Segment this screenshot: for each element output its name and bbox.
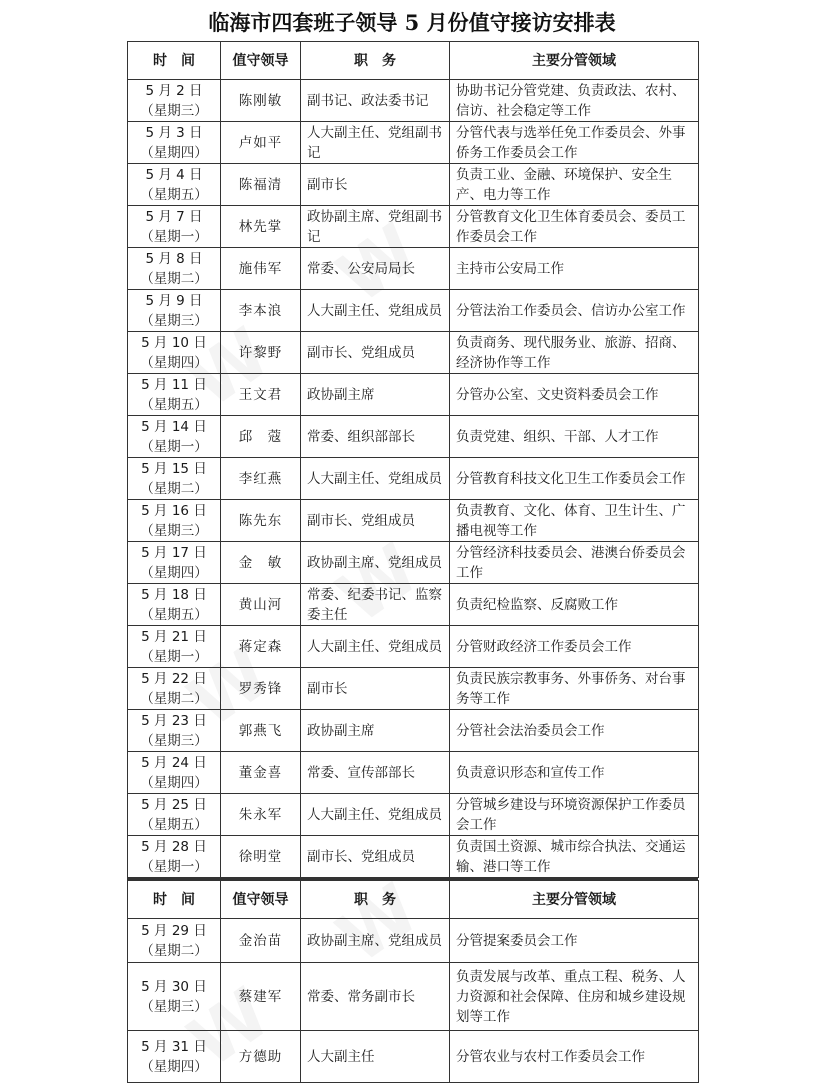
leader-name: 蔡建军: [221, 963, 301, 1031]
area-cell: 分管经济科技委员会、港澳台侨委员会工作: [450, 542, 699, 584]
area-cell: 分管法治工作委员会、信访办公室工作: [450, 290, 699, 332]
leader-name: 金治苗: [221, 919, 301, 963]
leader-name: 蒋定森: [221, 626, 301, 668]
position-cell: 人大副主任、党组副书记: [301, 122, 450, 164]
weekday-text: （星期一）: [140, 648, 208, 665]
table-row: [128, 710, 699, 752]
table-row: [128, 794, 699, 836]
position-cell: 常委、纪委书记、监察委主任: [301, 584, 450, 626]
weekday-text: （星期二）: [140, 690, 208, 707]
leader-name: 罗秀锋: [221, 668, 301, 710]
area-cell: 负责国土资源、城市综合执法、交通运输、港口等工作: [450, 836, 699, 878]
header-position: 职 务: [301, 881, 450, 919]
leader-name: 李本浪: [221, 290, 301, 332]
area-cell: 负责民族宗教事务、外事侨务、对台事务等工作: [450, 668, 699, 710]
position-cell: 人大副主任: [301, 1031, 450, 1083]
weekday-text: （星期二）: [140, 942, 208, 959]
table-row: [128, 1031, 699, 1083]
date-text: 5 月 4 日: [145, 166, 203, 183]
leader-name: 董金喜: [221, 752, 301, 794]
date-cell: [128, 164, 221, 206]
date-cell: [128, 919, 221, 963]
area-cell: 负责意识形态和宣传工作: [450, 752, 699, 794]
table-row: [128, 164, 699, 206]
date-cell: [128, 500, 221, 542]
position-cell: 副市长、党组成员: [301, 500, 450, 542]
table-row: [128, 290, 699, 332]
weekday-text: （星期三）: [140, 998, 208, 1015]
weekday-text: （星期一）: [140, 858, 208, 875]
position-cell: 副市长、党组成员: [301, 836, 450, 878]
area-cell: 分管财政经济工作委员会工作: [450, 626, 699, 668]
date-cell: [128, 206, 221, 248]
leader-name: 施伟军: [221, 248, 301, 290]
date-text: 5 月 21 日: [141, 628, 207, 645]
table-row: [128, 248, 699, 290]
weekday-text: （星期三）: [140, 522, 208, 539]
schedule-table: [127, 41, 699, 878]
leader-name: 方德助: [221, 1031, 301, 1083]
date-text: 5 月 11 日: [141, 376, 207, 393]
area-cell: 分管农业与农村工作委员会工作: [450, 1031, 699, 1083]
date-cell: [128, 584, 221, 626]
weekday-text: （星期四）: [140, 1058, 208, 1075]
table-row: [128, 122, 699, 164]
weekday-text: （星期一）: [140, 228, 208, 245]
position-cell: 政协副主席、党组成员: [301, 542, 450, 584]
weekday-text: （星期二）: [140, 480, 208, 497]
table-row: [128, 416, 699, 458]
table-body: [128, 919, 699, 1083]
area-cell: 分管办公室、文史资料委员会工作: [450, 374, 699, 416]
header-leader: 值守领导: [221, 881, 301, 919]
date-cell: [128, 80, 221, 122]
area-cell: 负责工业、金融、环境保护、安全生产、电力等工作: [450, 164, 699, 206]
position-cell: 政协副主席、党组成员: [301, 919, 450, 963]
weekday-text: （星期三）: [140, 732, 208, 749]
leader-name: 郭燕飞: [221, 710, 301, 752]
header-area: 主要分管领域: [450, 881, 699, 919]
table-row: [128, 500, 699, 542]
table-row: [128, 584, 699, 626]
date-text: 5 月 2 日: [145, 82, 203, 99]
date-cell: [128, 626, 221, 668]
table-row: [128, 332, 699, 374]
date-cell: [128, 416, 221, 458]
table-row: [128, 626, 699, 668]
date-text: 5 月 3 日: [145, 124, 203, 141]
table-row: [128, 80, 699, 122]
position-cell: 政协副主席、党组副书记: [301, 206, 450, 248]
leader-name: 李红燕: [221, 458, 301, 500]
date-cell: [128, 836, 221, 878]
leader-name: 陈刚敏: [221, 80, 301, 122]
date-cell: [128, 374, 221, 416]
leader-name: 徐明堂: [221, 836, 301, 878]
date-text: 5 月 10 日: [141, 334, 207, 351]
leader-name: 陈先东: [221, 500, 301, 542]
leader-name: 邱 蔻: [221, 416, 301, 458]
area-cell: 分管社会法治委员会工作: [450, 710, 699, 752]
area-cell: 分管教育科技文化卫生工作委员会工作: [450, 458, 699, 500]
area-cell: 分管教育文化卫生体育委员会、委员工作委员会工作: [450, 206, 699, 248]
date-cell: [128, 752, 221, 794]
date-cell: [128, 1031, 221, 1083]
position-cell: 人大副主任、党组成员: [301, 794, 450, 836]
table-row: [128, 542, 699, 584]
area-cell: 负责纪检监察、反腐败工作: [450, 584, 699, 626]
position-cell: 常委、公安局局长: [301, 248, 450, 290]
date-text: 5 月 23 日: [141, 712, 207, 729]
area-cell: 协助书记分管党建、负责政法、农村、信访、社会稳定等工作: [450, 80, 699, 122]
leader-name: 黄山河: [221, 584, 301, 626]
date-cell: [128, 794, 221, 836]
area-cell: 负责教育、文化、体育、卫生计生、广播电视等工作: [450, 500, 699, 542]
date-text: 5 月 8 日: [145, 250, 203, 267]
leader-name: 王文君: [221, 374, 301, 416]
header-area: 主要分管领域: [450, 42, 699, 80]
area-cell: 负责党建、组织、干部、人才工作: [450, 416, 699, 458]
table-header-row: [128, 881, 699, 919]
date-text: 5 月 30 日: [141, 978, 207, 995]
date-cell: [128, 710, 221, 752]
date-cell: [128, 248, 221, 290]
weekday-text: （星期三）: [140, 312, 208, 329]
weekday-text: （星期五）: [140, 396, 208, 413]
date-text: 5 月 29 日: [141, 922, 207, 939]
position-cell: 副市长: [301, 164, 450, 206]
date-text: 5 月 31 日: [141, 1038, 207, 1055]
table-row: [128, 206, 699, 248]
leader-name: 金 敏: [221, 542, 301, 584]
date-cell: [128, 963, 221, 1031]
weekday-text: （星期四）: [140, 144, 208, 161]
leader-name: 许黎野: [221, 332, 301, 374]
table-row: [128, 919, 699, 963]
position-cell: 副市长: [301, 668, 450, 710]
date-cell: [128, 542, 221, 584]
leader-name: 林先掌: [221, 206, 301, 248]
table-row: [128, 458, 699, 500]
leader-name: 卢如平: [221, 122, 301, 164]
table-row: [128, 668, 699, 710]
schedule-table-continued: [127, 880, 699, 1083]
position-cell: 常委、组织部部长: [301, 416, 450, 458]
position-cell: 人大副主任、党组成员: [301, 290, 450, 332]
position-cell: 人大副主任、党组成员: [301, 458, 450, 500]
area-cell: 负责发展与改革、重点工程、税务、人力资源和社会保障、住房和城乡建设规划等工作: [450, 963, 699, 1031]
page-title: 临海市四套班子领导 5 月份值守接访安排表: [208, 10, 616, 35]
date-text: 5 月 17 日: [141, 544, 207, 561]
table-body: [128, 80, 699, 878]
position-cell: 人大副主任、党组成员: [301, 626, 450, 668]
weekday-text: （星期一）: [140, 438, 208, 455]
leader-name: 陈福清: [221, 164, 301, 206]
date-text: 5 月 7 日: [145, 208, 203, 225]
date-text: 5 月 22 日: [141, 670, 207, 687]
header-date: 时 间: [128, 881, 221, 919]
date-text: 5 月 16 日: [141, 502, 207, 519]
date-text: 5 月 24 日: [141, 754, 207, 771]
table-row: [128, 374, 699, 416]
date-text: 5 月 28 日: [141, 838, 207, 855]
weekday-text: （星期二）: [140, 270, 208, 287]
table-row: [128, 752, 699, 794]
date-text: 5 月 9 日: [145, 292, 203, 309]
table-row: [128, 963, 699, 1031]
date-cell: [128, 668, 221, 710]
date-cell: [128, 332, 221, 374]
area-cell: 分管提案委员会工作: [450, 919, 699, 963]
position-cell: 副市长、党组成员: [301, 332, 450, 374]
header-position: 职 务: [301, 42, 450, 80]
table-row: [128, 836, 699, 878]
area-cell: 主持市公安局工作: [450, 248, 699, 290]
position-cell: 政协副主席: [301, 374, 450, 416]
weekday-text: （星期五）: [140, 186, 208, 203]
date-cell: [128, 122, 221, 164]
leader-name: 朱永军: [221, 794, 301, 836]
weekday-text: （星期五）: [140, 606, 208, 623]
weekday-text: （星期三）: [140, 102, 208, 119]
date-cell: [128, 290, 221, 332]
weekday-text: （星期四）: [140, 774, 208, 791]
position-cell: 副书记、政法委书记: [301, 80, 450, 122]
weekday-text: （星期四）: [140, 354, 208, 371]
area-cell: 分管代表与选举任免工作委员会、外事侨务工作委员会工作: [450, 122, 699, 164]
date-text: 5 月 25 日: [141, 796, 207, 813]
date-text: 5 月 14 日: [141, 418, 207, 435]
weekday-text: （星期五）: [140, 816, 208, 833]
date-cell: [128, 458, 221, 500]
date-text: 5 月 18 日: [141, 586, 207, 603]
area-cell: 负责商务、现代服务业、旅游、招商、经济协作等工作: [450, 332, 699, 374]
position-cell: 常委、宣传部部长: [301, 752, 450, 794]
position-cell: 政协副主席: [301, 710, 450, 752]
header-date: 时 间: [128, 42, 221, 80]
date-text: 5 月 15 日: [141, 460, 207, 477]
position-cell: 常委、常务副市长: [301, 963, 450, 1031]
weekday-text: （星期四）: [140, 564, 208, 581]
area-cell: 分管城乡建设与环境资源保护工作委员会工作: [450, 794, 699, 836]
table-header-row: [128, 42, 699, 80]
header-leader: 值守领导: [221, 42, 301, 80]
